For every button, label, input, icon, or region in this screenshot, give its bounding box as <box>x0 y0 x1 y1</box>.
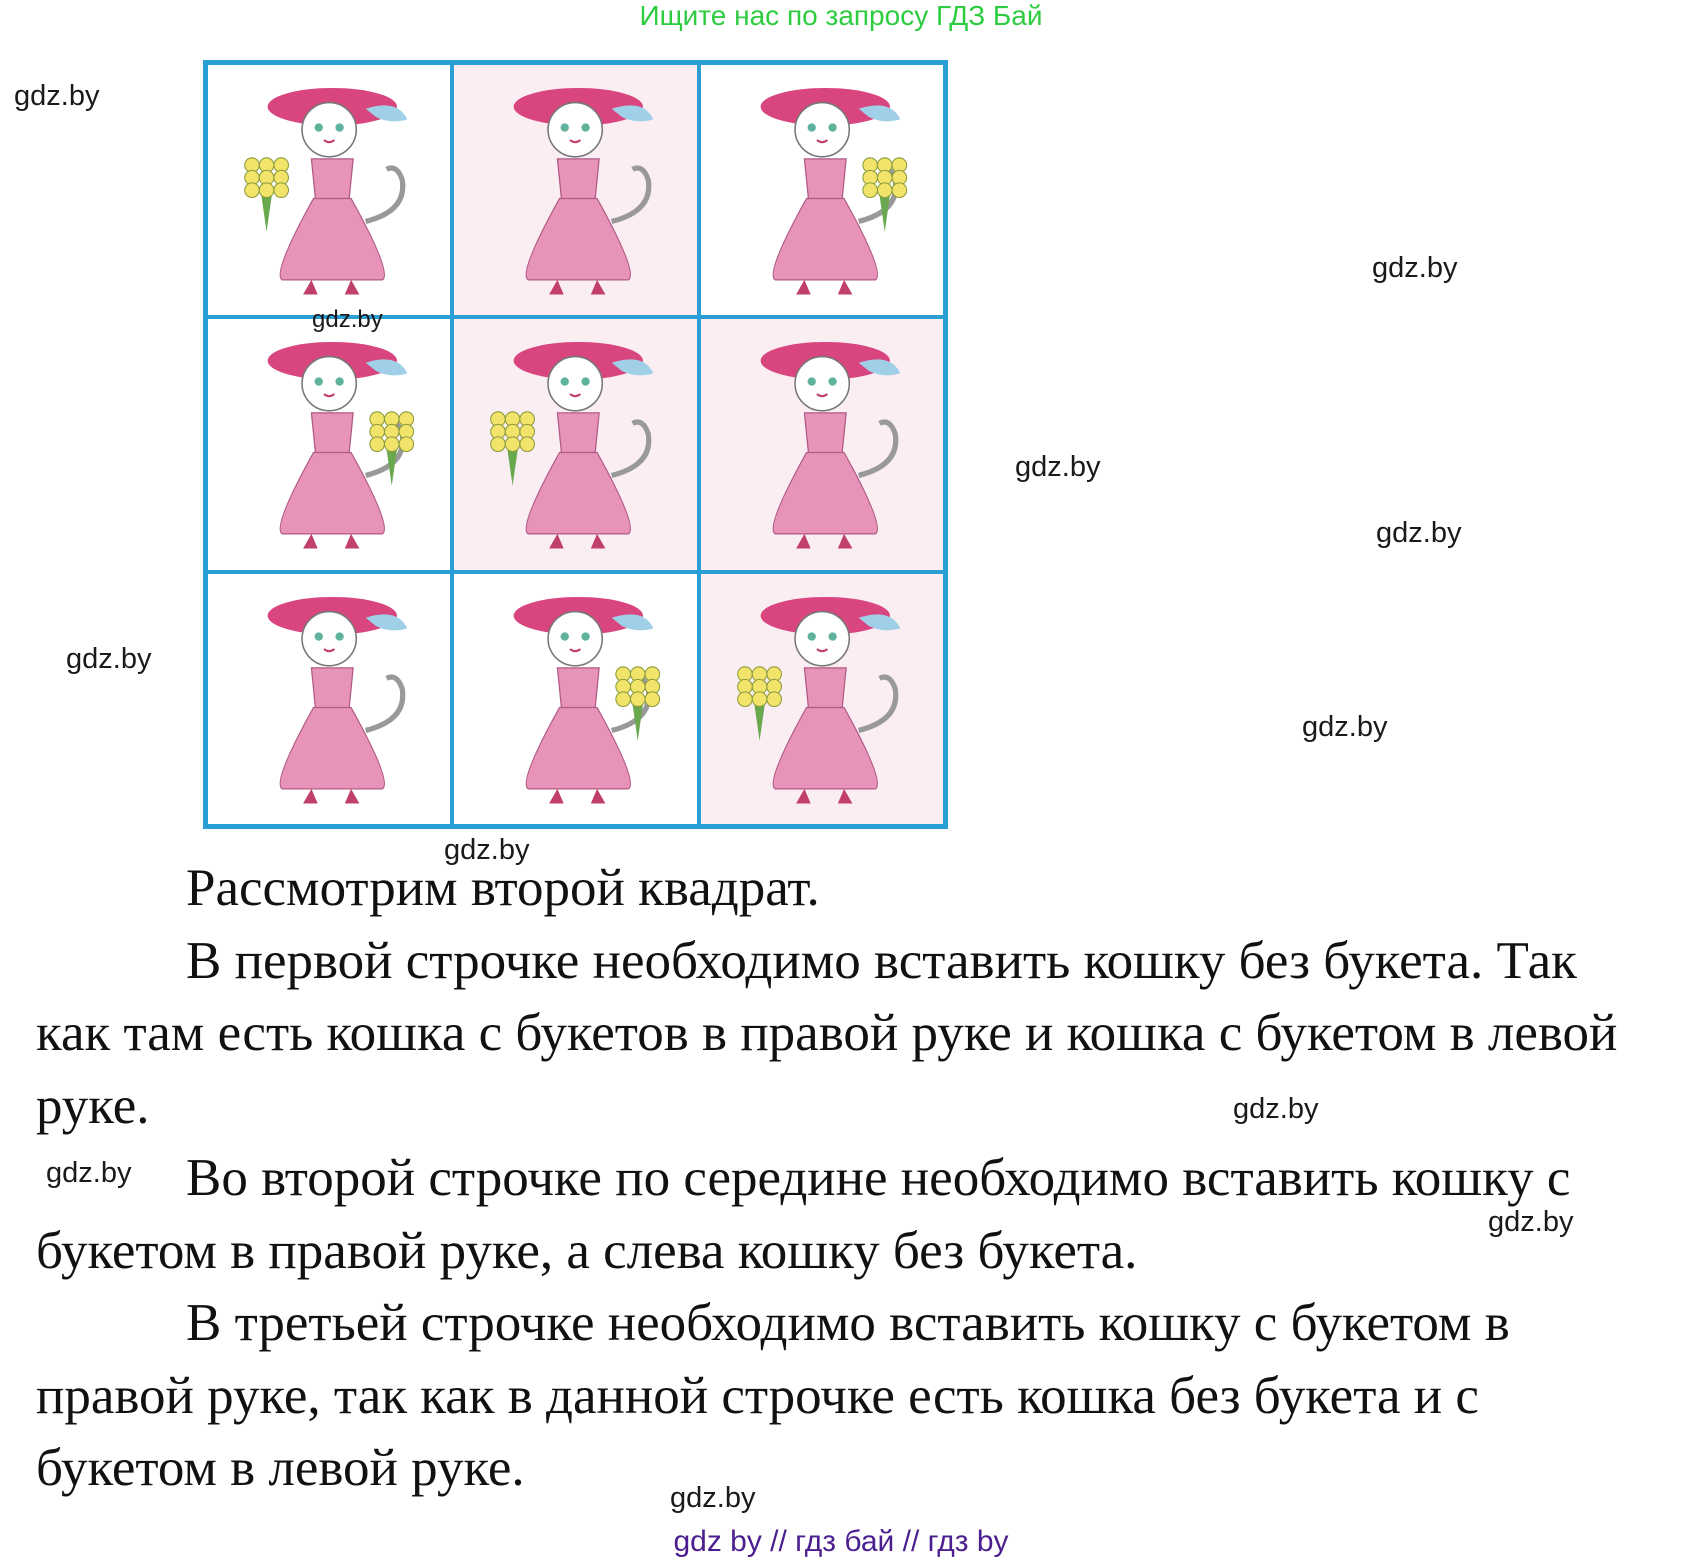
cat-cell <box>454 65 696 315</box>
cat-cell <box>208 574 450 824</box>
paragraph-2: В первой строчке необходимо вставить кошку без букета. Так как там есть кошка с букетов в правой руке и кошка с букетом в левой руке. <box>36 931 1618 1135</box>
cat-icon <box>701 65 943 315</box>
cat-icon <box>208 65 450 315</box>
solution-text <box>36 852 1656 1505</box>
watermark: gdz.by <box>46 1157 132 1189</box>
paragraph-3: Во второй строчке по середине необходимо вставить кошку с букетом в правой руке, а слева кошку без букета. <box>36 1149 1571 1280</box>
cat-cell <box>454 319 696 569</box>
cat-cell <box>208 65 450 315</box>
cat-puzzle-grid <box>203 60 948 829</box>
cat-icon <box>701 574 943 824</box>
watermark: gdz.by <box>444 834 530 866</box>
watermark: gdz.by <box>1372 252 1458 284</box>
cat-cell <box>701 574 943 824</box>
footer-links: gdz by // гдз бай // гдз by <box>673 1525 1009 1558</box>
bouquet-icon <box>737 666 781 740</box>
bouquet-icon <box>245 158 289 232</box>
cat-icon <box>208 319 450 569</box>
watermark: gdz.by <box>670 1482 756 1514</box>
watermark: gdz.by <box>1488 1206 1574 1238</box>
search-banner: Ищите нас по запросу ГДЗ Бай <box>639 0 1043 31</box>
watermark: gdz.by <box>66 643 152 675</box>
paragraph-1: Рассмотрим второй квадрат. <box>186 859 820 917</box>
watermark: gdz.by <box>1376 517 1462 549</box>
watermark: gdz.by <box>1302 711 1388 743</box>
cat-icon <box>454 65 696 315</box>
watermark: gdz.by <box>312 306 383 333</box>
cat-cell <box>208 319 450 569</box>
paragraph-4: В третьей строчке необходимо вставить кошку с букетом в правой руке, так как в данной строчке есть кошка без букета и с букетом в левой руке. <box>36 1294 1510 1497</box>
cat-icon <box>701 319 943 569</box>
watermark: gdz.by <box>1233 1093 1319 1125</box>
watermark: gdz.by <box>1015 451 1101 483</box>
cat-icon <box>208 574 450 824</box>
cat-icon <box>454 574 696 824</box>
cat-cell <box>701 319 943 569</box>
cat-cell <box>454 574 696 824</box>
cat-icon <box>454 319 696 569</box>
bouquet-icon <box>491 412 535 486</box>
cat-cell <box>701 65 943 315</box>
watermark: gdz.by <box>14 80 100 112</box>
